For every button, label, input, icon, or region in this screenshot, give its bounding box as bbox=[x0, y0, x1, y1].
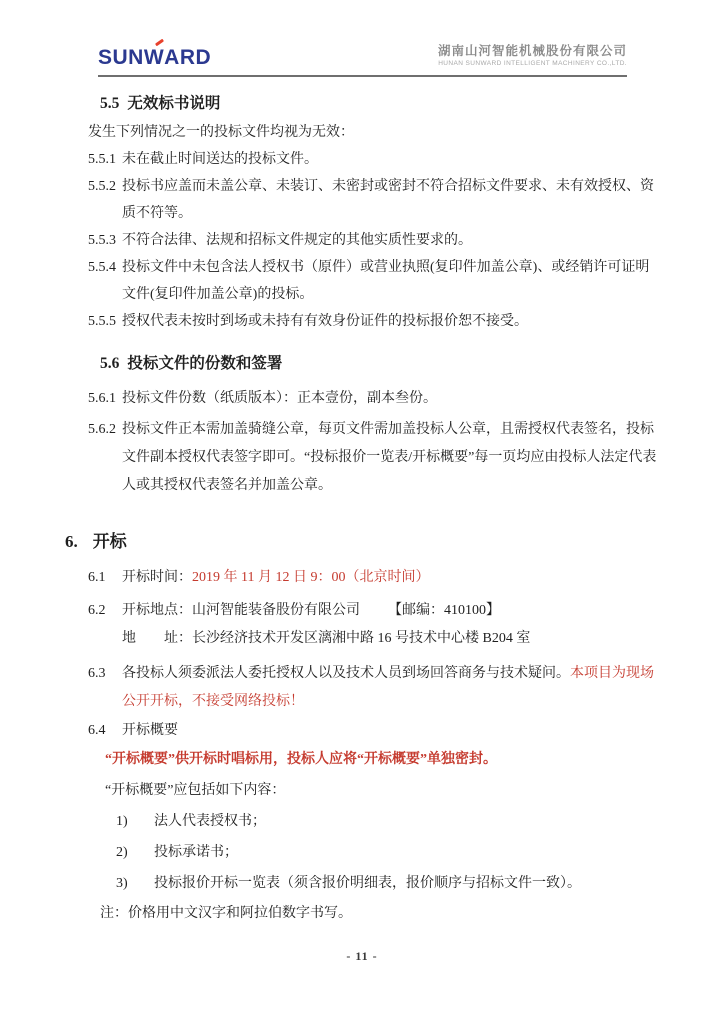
postal-code: 【邮编：410100】 bbox=[388, 603, 500, 618]
clause-number: 6.2 bbox=[88, 603, 106, 618]
list-marker: 3) bbox=[116, 876, 128, 891]
open-time-label: 开标时间： bbox=[122, 570, 192, 585]
clause-number: 5.5.4 bbox=[88, 260, 116, 275]
clause-number: 5.5.3 bbox=[88, 233, 116, 248]
section-title: 开标 bbox=[92, 532, 127, 551]
list-item bbox=[116, 807, 658, 836]
clause-text bbox=[122, 660, 658, 716]
clause-6-3 bbox=[88, 660, 658, 716]
open-time-value: 2019 年 11 月 12 日 9：00（北京时间） bbox=[192, 570, 430, 585]
price-writing-note: 注：价格用中文汉字和阿拉伯数字书写。 bbox=[100, 906, 352, 921]
company-name-en: HUNAN SUNWARD INTELLIGENT MACHINERY CO.,LTD. bbox=[438, 60, 627, 67]
clause-6-2 bbox=[88, 597, 658, 625]
page-footer bbox=[0, 949, 724, 964]
list-text: 投标报价开标一览表（须含报价明细表，报价顺序与招标文件一致）。 bbox=[154, 876, 581, 891]
clause-number: 5.5.5 bbox=[88, 314, 116, 329]
summary-include-line: “开标概要”应包括如下内容： bbox=[105, 783, 286, 798]
clause-number: 5.6.1 bbox=[88, 391, 116, 406]
page-number: - 11 - bbox=[346, 949, 378, 963]
clause-text bbox=[122, 597, 658, 625]
open-venue: 开标地点：山河智能装备股份有限公司 bbox=[122, 603, 360, 618]
clause-number: 5.6.2 bbox=[88, 422, 116, 437]
clause-text: 投标文件份数（纸质版本）：正本壹份，副本叁份。 bbox=[122, 391, 437, 406]
clause-number: 6.1 bbox=[88, 570, 106, 585]
section-5-6-heading bbox=[100, 352, 658, 376]
logo-text-left: SUN bbox=[98, 46, 144, 70]
clause-number: 5.5.1 bbox=[88, 152, 116, 167]
clause-text: 投标文件中未包含法人授权书（原件）或营业执照(复印件加盖公章)、或经销许可证明文件(复印件加盖公章)的投标。 bbox=[122, 260, 650, 302]
clause-5-5-5 bbox=[88, 308, 658, 335]
clause-text: 投标文件正本需加盖骑缝公章，每页文件需加盖投标人公章，且需授权代表签名，投标文件副本授权代表签字即可。“投标报价一览表/开标概要”每一页均应由投标人法定代表人或其授权代表签名并加盖公章。 bbox=[122, 422, 657, 493]
clause-text: 投标书应盖而未盖公章、未装订、未密封或密封不符合招标文件要求、未有效授权、资质不符等。 bbox=[122, 179, 654, 221]
attendance-requirement: 各投标人须委派法人委托授权人以及技术人员到场回答商务与技术疑问。 bbox=[122, 666, 570, 681]
clause-5-5-2 bbox=[88, 173, 658, 227]
clause-5-5-3 bbox=[88, 227, 658, 254]
clause-text bbox=[122, 564, 658, 592]
logo-text-right: ARD bbox=[164, 46, 212, 70]
company-name-block bbox=[438, 44, 627, 68]
clause-number: 6.4 bbox=[88, 723, 106, 738]
section-number: 5.5 bbox=[100, 95, 120, 112]
list-marker: 1) bbox=[116, 814, 128, 829]
clause-text: 不符合法律、法规和招标文件规定的其他实质性要求的。 bbox=[122, 233, 472, 248]
list-text: 投标承诺书； bbox=[154, 845, 238, 860]
list-item bbox=[116, 869, 658, 898]
open-address: 地 址：长沙经济技术开发区漓湘中路 16 号技术中心楼 B204 室 bbox=[122, 631, 531, 646]
page-header bbox=[98, 44, 627, 77]
section-5-5-intro: 发生下列情况之一的投标文件均视为无效： bbox=[88, 125, 354, 140]
sunward-logo bbox=[98, 47, 211, 68]
clause-5-5-4 bbox=[88, 254, 658, 308]
list-item bbox=[116, 838, 658, 867]
company-name-cn: 湖南山河智能机械股份有限公司 bbox=[437, 44, 627, 58]
section-5-5-heading bbox=[100, 92, 658, 116]
onsite-only-notice: 本项目为现场公开开标，不接受网络投标！ bbox=[122, 666, 654, 709]
clause-number: 5.5.2 bbox=[88, 179, 116, 194]
section-number: 6. bbox=[65, 532, 78, 551]
clause-text: 未在截止时间送达的投标文件。 bbox=[122, 152, 318, 167]
clause-6-1 bbox=[88, 564, 658, 592]
document-body bbox=[65, 88, 658, 928]
section-number: 5.6 bbox=[100, 355, 120, 372]
clause-6-4 bbox=[88, 717, 658, 745]
list-text: 法人代表授权书； bbox=[154, 814, 266, 829]
clause-text: 授权代表未按时到场或未持有有效身份证件的投标报价恕不接受。 bbox=[122, 314, 528, 329]
summary-seal-notice: “开标概要”供开标时唱标用，投标人应将“开标概要”单独密封。 bbox=[105, 752, 497, 767]
logo-letter-w: W bbox=[144, 47, 164, 68]
clause-5-6-2 bbox=[88, 416, 658, 500]
clause-5-5-1 bbox=[88, 146, 658, 173]
clause-5-6-1 bbox=[88, 385, 658, 412]
section-title: 投标文件的份数和签署 bbox=[127, 355, 283, 372]
clause-title: 开标概要 bbox=[122, 723, 178, 738]
clause-number: 6.3 bbox=[88, 666, 106, 681]
section-6-heading bbox=[65, 529, 658, 555]
list-marker: 2) bbox=[116, 845, 128, 860]
section-title: 无效标书说明 bbox=[127, 95, 221, 112]
